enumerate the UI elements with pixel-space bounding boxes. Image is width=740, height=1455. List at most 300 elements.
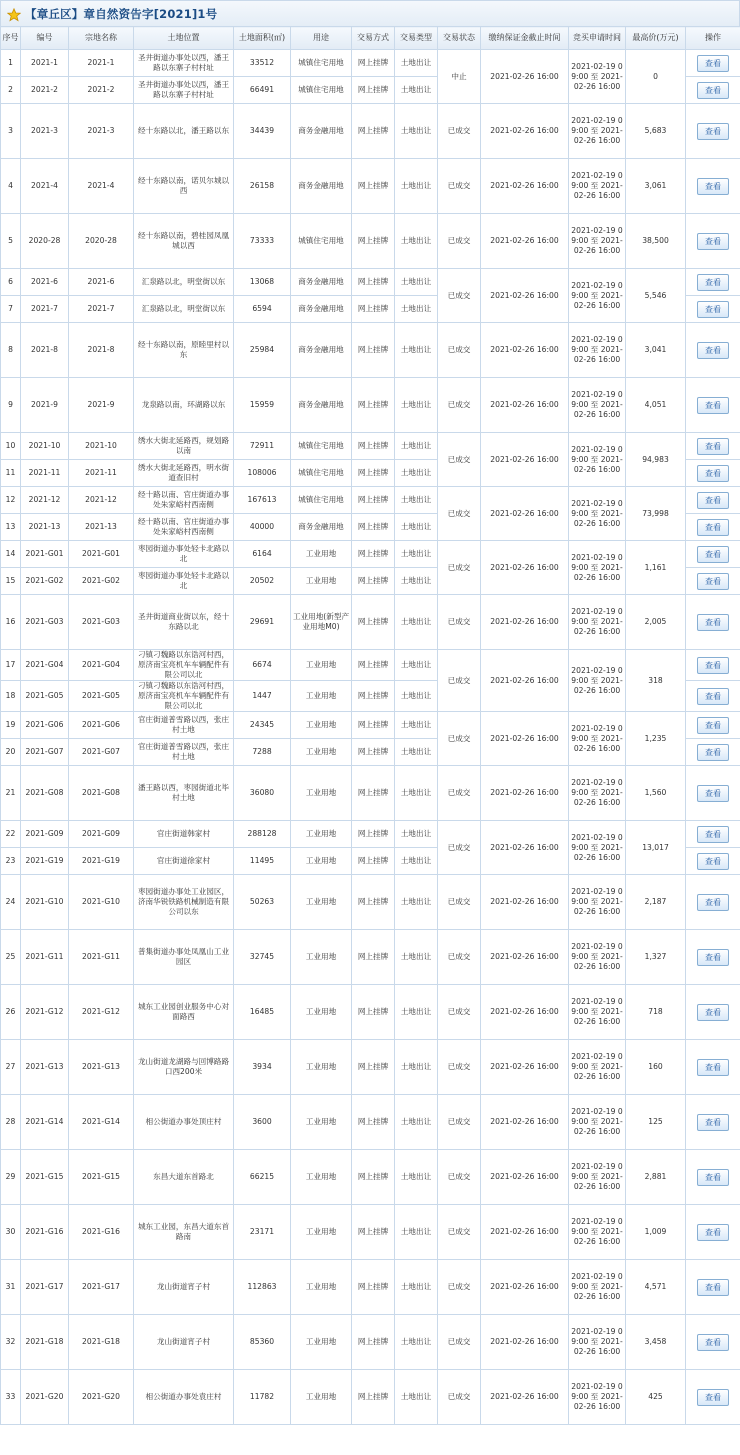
cell-index: 2 [1,77,21,104]
cell-parcel-name: 2021-4 [69,159,134,214]
cell-code: 2021-G05 [21,681,69,712]
cell-status: 已成交 [438,1260,481,1315]
cell-location: 相公街道办事处顶庄村 [134,1095,234,1150]
cell-apply-time: 2021-02-19 09:00 至 2021-02-26 16:00 [569,487,626,541]
cell-deposit-deadline: 2021-02-26 16:00 [481,1315,569,1370]
cell-method: 网上挂牌 [352,1205,395,1260]
cell-max-price: 318 [626,650,686,712]
cell-deposit-deadline: 2021-02-26 16:00 [481,1040,569,1095]
cell-deposit-deadline: 2021-02-26 16:00 [481,650,569,712]
cell-location: 汇泉路以北，明堂街以东 [134,269,234,296]
view-button[interactable]: 查看 [697,573,729,590]
cell-area: 1447 [234,681,291,712]
cell-trade-type: 土地出让 [395,875,438,930]
cell-use: 工业用地 [291,985,352,1040]
cell-index: 19 [1,712,21,739]
cell-area: 13068 [234,269,291,296]
cell-area: 3600 [234,1095,291,1150]
view-button[interactable]: 查看 [697,274,729,291]
cell-code: 2021-G18 [21,1315,69,1370]
view-button[interactable]: 查看 [697,519,729,536]
cell-max-price: 2,881 [626,1150,686,1205]
cell-trade-type: 土地出让 [395,269,438,296]
cell-location: 刁镇刁魏路以东诰河村西，原济南宝亮机车车辆配件有限公司以北 [134,681,234,712]
cell-action [686,50,740,77]
cell-max-price: 125 [626,1095,686,1150]
cell-status: 已成交 [438,323,481,378]
cell-deposit-deadline: 2021-02-26 16:00 [481,821,569,875]
view-button[interactable]: 查看 [697,785,729,802]
cell-code: 2021-6 [21,269,69,296]
cell-action [686,821,740,848]
cell-apply-time: 2021-02-19 09:00 至 2021-02-26 16:00 [569,541,626,595]
cell-use: 城镇住宅用地 [291,50,352,77]
cell-apply-time: 2021-02-19 09:00 至 2021-02-26 16:00 [569,650,626,712]
col-max-price-header: 最高价(万元) [626,27,686,50]
view-button[interactable]: 查看 [697,1059,729,1076]
cell-trade-type: 土地出让 [395,1370,438,1425]
cell-index: 6 [1,269,21,296]
cell-status: 已成交 [438,1150,481,1205]
col-code-header: 编号 [21,27,69,50]
cell-action [686,269,740,296]
cell-use: 商务金融用地 [291,159,352,214]
cell-parcel-name: 2021-G12 [69,985,134,1040]
cell-code: 2021-2 [21,77,69,104]
cell-area: 40000 [234,514,291,541]
cell-status: 已成交 [438,214,481,269]
view-button[interactable]: 查看 [697,301,729,318]
cell-area: 16485 [234,985,291,1040]
cell-method: 网上挂牌 [352,848,395,875]
cell-code: 2021-G14 [21,1095,69,1150]
cell-location: 相公街道办事处袁庄村 [134,1370,234,1425]
cell-action [686,712,740,739]
cell-apply-time: 2021-02-19 09:00 至 2021-02-26 16:00 [569,1315,626,1370]
cell-area: 288128 [234,821,291,848]
cell-index: 8 [1,323,21,378]
page-title: 【章丘区】章自然资告字[2021]1号 [25,6,218,21]
cell-parcel-name: 2021-13 [69,514,134,541]
cell-parcel-name: 2021-3 [69,104,134,159]
cell-max-price: 425 [626,1370,686,1425]
cell-use: 工业用地 [291,1040,352,1095]
cell-trade-type: 土地出让 [395,650,438,681]
cell-method: 网上挂牌 [352,214,395,269]
view-button[interactable]: 查看 [697,82,729,99]
cell-location: 普集街道办事处凤凰山工业园区 [134,930,234,985]
cell-parcel-name: 2021-G08 [69,766,134,821]
cell-max-price: 3,041 [626,323,686,378]
cell-apply-time: 2021-02-19 09:00 至 2021-02-26 16:00 [569,159,626,214]
view-button[interactable]: 查看 [697,744,729,761]
cell-code: 2021-13 [21,514,69,541]
cell-location: 经十路以南、官庄街道办事处朱家峪村西南侧 [134,514,234,541]
cell-parcel-name: 2021-11 [69,460,134,487]
cell-apply-time: 2021-02-19 09:00 至 2021-02-26 16:00 [569,712,626,766]
page-title-bar [0,0,740,26]
view-button[interactable]: 查看 [697,657,729,674]
star-icon [7,7,21,21]
col-area-header: 土地面积(㎡) [234,27,291,50]
cell-index: 23 [1,848,21,875]
cell-action [686,985,740,1040]
cell-action [686,848,740,875]
col-deposit-deadline-header: 缴纳保证金截止时间 [481,27,569,50]
cell-area: 7288 [234,739,291,766]
cell-location: 枣园街道办事处轻卡北路以北 [134,568,234,595]
cell-max-price: 3,458 [626,1315,686,1370]
cell-max-price: 4,571 [626,1260,686,1315]
cell-code: 2021-G06 [21,712,69,739]
view-button[interactable]: 查看 [697,1334,729,1351]
cell-use: 工业用地 [291,650,352,681]
cell-code: 2021-G03 [21,595,69,650]
cell-location: 东昌大道东首路北 [134,1150,234,1205]
table-body [1,50,740,1425]
table-row [1,214,740,269]
cell-parcel-name: 2021-G14 [69,1095,134,1150]
cell-parcel-name: 2021-1 [69,50,134,77]
cell-action [686,595,740,650]
cell-trade-type: 土地出让 [395,159,438,214]
cell-index: 25 [1,930,21,985]
cell-trade-type: 土地出让 [395,50,438,77]
cell-max-price: 1,161 [626,541,686,595]
cell-status: 已成交 [438,595,481,650]
cell-status: 已成交 [438,104,481,159]
cell-trade-type: 土地出让 [395,378,438,433]
table-row [1,985,740,1040]
cell-parcel-name: 2021-G01 [69,541,134,568]
cell-code: 2021-G12 [21,985,69,1040]
table-row [1,269,740,296]
cell-deposit-deadline: 2021-02-26 16:00 [481,433,569,487]
cell-location: 龙泉路以南，环湖路以东 [134,378,234,433]
col-index-header: 序号 [1,27,21,50]
cell-use: 工业用地 [291,766,352,821]
cell-trade-type: 土地出让 [395,460,438,487]
cell-deposit-deadline: 2021-02-26 16:00 [481,487,569,541]
col-apply-time-header: 竞买申请时间 [569,27,626,50]
cell-status: 已成交 [438,821,481,875]
cell-deposit-deadline: 2021-02-26 16:00 [481,985,569,1040]
cell-location: 龙山街道宵子村 [134,1260,234,1315]
view-button[interactable]: 查看 [697,1114,729,1131]
col-trade-type-header: 交易类型 [395,27,438,50]
cell-status: 已成交 [438,875,481,930]
cell-code: 2021-G20 [21,1370,69,1425]
cell-action [686,159,740,214]
view-button[interactable]: 查看 [697,178,729,195]
cell-parcel-name: 2021-G11 [69,930,134,985]
cell-location: 经十东路以南，诺贝尔城以西 [134,159,234,214]
cell-index: 24 [1,875,21,930]
table-header-row [1,27,740,50]
cell-status: 已成交 [438,650,481,712]
cell-trade-type: 土地出让 [395,296,438,323]
cell-index: 20 [1,739,21,766]
cell-index: 14 [1,541,21,568]
cell-index: 12 [1,487,21,514]
cell-use: 城镇住宅用地 [291,77,352,104]
cell-deposit-deadline: 2021-02-26 16:00 [481,1205,569,1260]
cell-index: 28 [1,1095,21,1150]
table-row [1,323,740,378]
cell-area: 73333 [234,214,291,269]
cell-area: 66215 [234,1150,291,1205]
cell-use: 城镇住宅用地 [291,433,352,460]
table-row [1,595,740,650]
cell-area: 6164 [234,541,291,568]
cell-location: 官庄街道韩家村 [134,821,234,848]
cell-deposit-deadline: 2021-02-26 16:00 [481,930,569,985]
cell-index: 32 [1,1315,21,1370]
cell-location: 圣井街道办事处以西，潘王路以东寨子村村址 [134,50,234,77]
cell-location: 龙山街道宵子村 [134,1315,234,1370]
cell-action [686,1150,740,1205]
view-button[interactable]: 查看 [697,342,729,359]
view-button[interactable]: 查看 [697,1004,729,1021]
cell-use: 工业用地 [291,681,352,712]
cell-method: 网上挂牌 [352,460,395,487]
cell-area: 6674 [234,650,291,681]
cell-index: 13 [1,514,21,541]
cell-method: 网上挂牌 [352,766,395,821]
view-button[interactable]: 查看 [697,1169,729,1186]
cell-code: 2021-G11 [21,930,69,985]
cell-action [686,739,740,766]
cell-deposit-deadline: 2021-02-26 16:00 [481,104,569,159]
table-row [1,712,740,739]
view-button[interactable]: 查看 [697,123,729,140]
cell-code: 2021-3 [21,104,69,159]
view-button[interactable]: 查看 [697,465,729,482]
cell-index: 27 [1,1040,21,1095]
cell-apply-time: 2021-02-19 09:00 至 2021-02-26 16:00 [569,1205,626,1260]
cell-status: 已成交 [438,487,481,541]
view-button[interactable]: 查看 [697,853,729,870]
cell-trade-type: 土地出让 [395,1095,438,1150]
cell-use: 工业用地 [291,1205,352,1260]
cell-method: 网上挂牌 [352,712,395,739]
cell-area: 108006 [234,460,291,487]
col-parcel-name-header: 宗地名称 [69,27,134,50]
cell-status: 已成交 [438,985,481,1040]
cell-status: 已成交 [438,433,481,487]
cell-method: 网上挂牌 [352,930,395,985]
view-button[interactable]: 查看 [697,1224,729,1241]
cell-parcel-name: 2021-G06 [69,712,134,739]
view-button[interactable]: 查看 [697,55,729,72]
cell-apply-time: 2021-02-19 09:00 至 2021-02-26 16:00 [569,50,626,104]
cell-use: 工业用地 [291,1315,352,1370]
cell-code: 2021-G13 [21,1040,69,1095]
cell-index: 1 [1,50,21,77]
cell-index: 21 [1,766,21,821]
cell-action [686,1260,740,1315]
cell-max-price: 4,051 [626,378,686,433]
cell-area: 36080 [234,766,291,821]
cell-apply-time: 2021-02-19 09:00 至 2021-02-26 16:00 [569,1095,626,1150]
table-row [1,159,740,214]
cell-area: 11782 [234,1370,291,1425]
cell-trade-type: 土地出让 [395,985,438,1040]
cell-location: 经十东路以北，潘王路以东 [134,104,234,159]
view-button[interactable]: 查看 [697,1279,729,1296]
cell-max-price: 3,061 [626,159,686,214]
cell-parcel-name: 2021-G20 [69,1370,134,1425]
table-row [1,1205,740,1260]
cell-max-price: 5,546 [626,269,686,323]
col-use-header: 用途 [291,27,352,50]
cell-method: 网上挂牌 [352,739,395,766]
cell-trade-type: 土地出让 [395,1205,438,1260]
cell-deposit-deadline: 2021-02-26 16:00 [481,766,569,821]
cell-action [686,1315,740,1370]
cell-code: 2021-1 [21,50,69,77]
cell-area: 11495 [234,848,291,875]
cell-use: 商务金融用地 [291,378,352,433]
cell-trade-type: 土地出让 [395,487,438,514]
view-button[interactable]: 查看 [697,688,729,705]
cell-area: 15959 [234,378,291,433]
cell-area: 33512 [234,50,291,77]
cell-area: 29691 [234,595,291,650]
table-row [1,650,740,681]
cell-action [686,766,740,821]
table-row [1,1315,740,1370]
cell-method: 网上挂牌 [352,541,395,568]
cell-method: 网上挂牌 [352,323,395,378]
cell-max-price: 73,998 [626,487,686,541]
cell-apply-time: 2021-02-19 09:00 至 2021-02-26 16:00 [569,766,626,821]
cell-trade-type: 土地出让 [395,541,438,568]
cell-use: 商务金融用地 [291,323,352,378]
cell-area: 23171 [234,1205,291,1260]
cell-status: 已成交 [438,541,481,595]
cell-code: 2021-G04 [21,650,69,681]
cell-code: 2021-G02 [21,568,69,595]
view-button[interactable]: 查看 [697,233,729,250]
cell-code: 2020-28 [21,214,69,269]
cell-deposit-deadline: 2021-02-26 16:00 [481,595,569,650]
cell-method: 网上挂牌 [352,681,395,712]
cell-method: 网上挂牌 [352,1040,395,1095]
view-button[interactable]: 查看 [697,614,729,631]
cell-apply-time: 2021-02-19 09:00 至 2021-02-26 16:00 [569,1040,626,1095]
cell-deposit-deadline: 2021-02-26 16:00 [481,50,569,104]
cell-action [686,433,740,460]
table-row [1,487,740,514]
cell-method: 网上挂牌 [352,595,395,650]
cell-action [686,875,740,930]
cell-action [686,77,740,104]
cell-code: 2021-G17 [21,1260,69,1315]
cell-use: 工业用地 [291,930,352,985]
cell-index: 18 [1,681,21,712]
cell-area: 25984 [234,323,291,378]
cell-area: 167613 [234,487,291,514]
cell-action [686,568,740,595]
cell-parcel-name: 2021-G19 [69,848,134,875]
cell-apply-time: 2021-02-19 09:00 至 2021-02-26 16:00 [569,985,626,1040]
cell-parcel-name: 2021-2 [69,77,134,104]
cell-method: 网上挂牌 [352,104,395,159]
view-button[interactable]: 查看 [697,546,729,563]
cell-location: 官庄街道普雪路以西，张庄村土地 [134,739,234,766]
view-button[interactable]: 查看 [697,894,729,911]
cell-area: 72911 [234,433,291,460]
cell-apply-time: 2021-02-19 09:00 至 2021-02-26 16:00 [569,433,626,487]
cell-use: 工业用地 [291,1370,352,1425]
cell-parcel-name: 2021-G05 [69,681,134,712]
cell-deposit-deadline: 2021-02-26 16:00 [481,1260,569,1315]
land-listing-table [0,26,740,1425]
cell-location: 经十东路以南，碧桂园凤凰城以西 [134,214,234,269]
cell-code: 2021-G19 [21,848,69,875]
cell-action [686,681,740,712]
cell-area: 26158 [234,159,291,214]
table-row [1,50,740,77]
cell-status: 已成交 [438,378,481,433]
view-button[interactable]: 查看 [697,949,729,966]
view-button[interactable]: 查看 [697,826,729,843]
cell-area: 34439 [234,104,291,159]
cell-location: 官庄街道徐家村 [134,848,234,875]
cell-trade-type: 土地出让 [395,766,438,821]
cell-code: 2021-4 [21,159,69,214]
view-button[interactable]: 查看 [697,438,729,455]
cell-index: 29 [1,1150,21,1205]
cell-action [686,1040,740,1095]
cell-location: 枣园街道办事处工业园区，济南华锐铁路机械制造有限公司以东 [134,875,234,930]
cell-trade-type: 土地出让 [395,1040,438,1095]
cell-deposit-deadline: 2021-02-26 16:00 [481,1370,569,1425]
cell-index: 3 [1,104,21,159]
cell-parcel-name: 2021-10 [69,433,134,460]
cell-index: 17 [1,650,21,681]
cell-max-price: 5,683 [626,104,686,159]
cell-trade-type: 土地出让 [395,848,438,875]
cell-code: 2021-7 [21,296,69,323]
cell-trade-type: 土地出让 [395,1315,438,1370]
cell-method: 网上挂牌 [352,77,395,104]
table-row [1,766,740,821]
cell-action [686,460,740,487]
cell-action [686,541,740,568]
view-button[interactable]: 查看 [697,492,729,509]
cell-status: 已成交 [438,1370,481,1425]
cell-use: 工业用地 [291,875,352,930]
cell-code: 2021-G07 [21,739,69,766]
cell-status: 已成交 [438,930,481,985]
cell-index: 5 [1,214,21,269]
cell-parcel-name: 2021-G18 [69,1315,134,1370]
view-button[interactable]: 查看 [697,1389,729,1406]
cell-apply-time: 2021-02-19 09:00 至 2021-02-26 16:00 [569,323,626,378]
view-button[interactable]: 查看 [697,717,729,734]
cell-method: 网上挂牌 [352,650,395,681]
cell-trade-type: 土地出让 [395,1260,438,1315]
view-button[interactable]: 查看 [697,397,729,414]
cell-trade-type: 土地出让 [395,930,438,985]
cell-max-price: 718 [626,985,686,1040]
cell-apply-time: 2021-02-19 09:00 至 2021-02-26 16:00 [569,930,626,985]
cell-use: 商务金融用地 [291,514,352,541]
cell-use: 城镇住宅用地 [291,460,352,487]
cell-action [686,1205,740,1260]
